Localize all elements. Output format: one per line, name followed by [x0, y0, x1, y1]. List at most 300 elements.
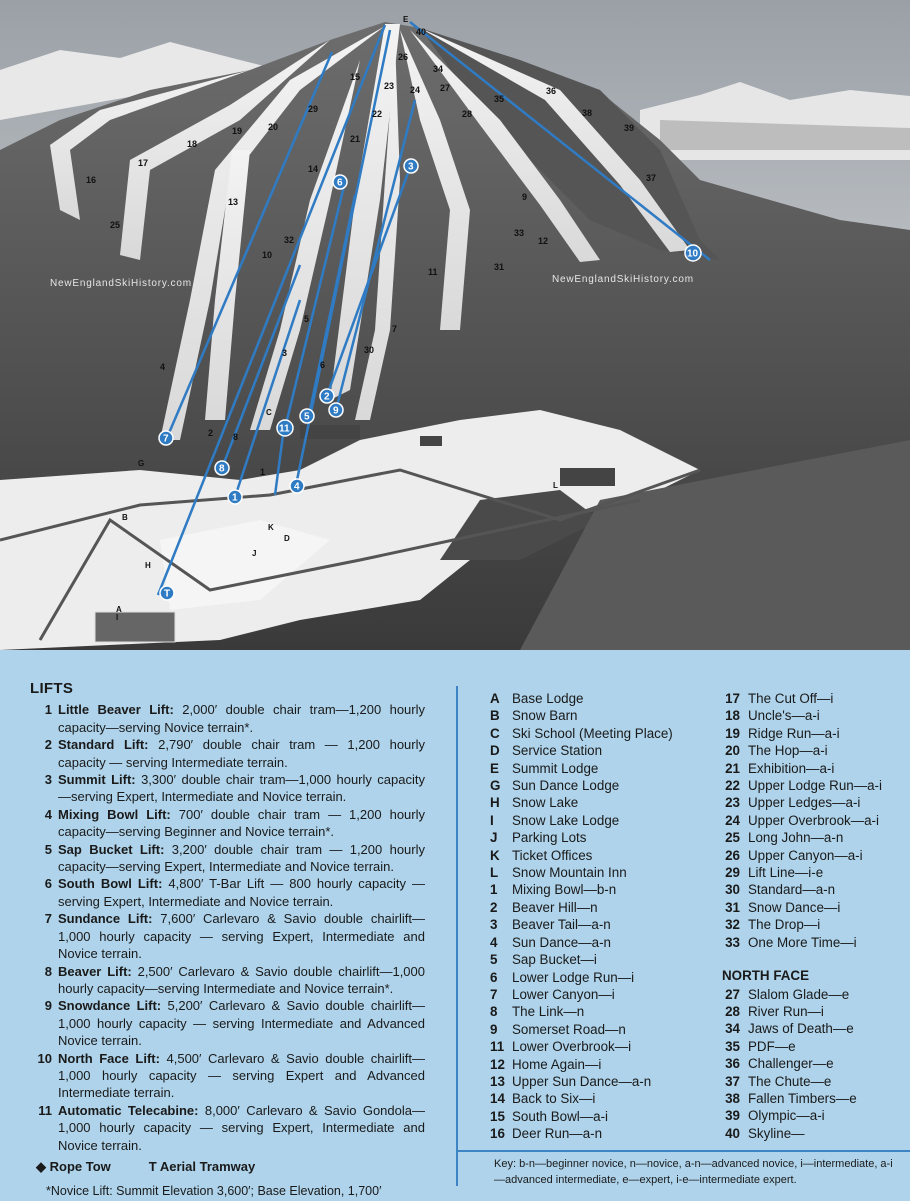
trail-22	[722, 777, 902, 794]
elevation-footnote: *Novice Lift: Summit Elevation 3,600′; Base Elevation, 1,700′	[46, 1184, 382, 1199]
trail-label-13: 13	[228, 197, 239, 207]
svg-text:8: 8	[219, 463, 225, 475]
facility-code: A	[490, 691, 500, 706]
lift-number: 9	[44, 998, 52, 1014]
trail-label-32: 32	[284, 235, 295, 245]
trail-code: 30	[725, 882, 740, 898]
facility-code: G	[490, 778, 501, 794]
trail-label-33: 33	[514, 228, 525, 238]
trail-13	[490, 1073, 700, 1090]
north-face-trail-code: 38	[725, 1090, 740, 1106]
lift-number: 3	[44, 772, 52, 788]
trail-code: 18	[725, 708, 740, 724]
trail-code: 8	[490, 1004, 498, 1020]
trail-code: 9	[490, 1021, 498, 1037]
north-face-trail-name: Slalom Glade—e	[748, 986, 850, 1002]
trail-code: 15	[490, 1108, 505, 1124]
rope-tow-label: Rope Tow	[49, 1158, 111, 1174]
facility-name: Service Station	[512, 743, 603, 759]
lift-description	[58, 736, 425, 771]
facility-name: Ski School (Meeting Place)	[512, 725, 673, 741]
trail-label-8: 8	[233, 432, 239, 442]
trail-code: 3	[490, 917, 498, 933]
trail-label-35: 35	[494, 94, 505, 104]
legend-panel	[0, 650, 910, 1200]
facility-i	[490, 812, 700, 829]
trail-name: Lower Overbrook—i	[512, 1039, 632, 1055]
facility-k	[490, 847, 700, 864]
trail-name: Exhibition—a-i	[748, 760, 835, 776]
lift-entry-3	[30, 771, 425, 806]
north-face-trail-28	[722, 1003, 902, 1020]
lift-description	[58, 963, 425, 998]
trail-name: Sap Bucket—i	[512, 952, 597, 968]
lift-number: 1	[44, 702, 52, 718]
facility-b	[490, 707, 700, 724]
facility-name: Snow Mountain Inn	[512, 865, 627, 881]
trail-31	[722, 899, 902, 916]
trail-name: Ridge Run—a-i	[748, 725, 840, 741]
lift-details: 700′ double chair tram — 1,200 hourly capacity—serving Beginner and Novice terrain*.	[58, 806, 425, 840]
trail-code: 23	[725, 795, 740, 811]
north-face-trail-code: 34	[725, 1021, 740, 1037]
lift-details: 7,600′ Carlevaro & Savio double chairlift—1,000 hourly capacity — serving Expert, Intermediate and Novice terrain.	[58, 911, 425, 962]
lift-name: Sundance Lift:	[58, 911, 153, 927]
lift-description	[58, 806, 425, 841]
lift-number: 4	[44, 806, 52, 822]
trail-code: 22	[725, 778, 740, 794]
trail-name: Long John—a-n	[748, 830, 844, 846]
lift-entry-2	[30, 736, 425, 771]
lift-badge-8	[215, 461, 229, 475]
lift-badge-2	[320, 389, 334, 403]
trail-1	[490, 881, 700, 898]
facility-code: I	[490, 812, 494, 828]
trail-code: 25	[725, 830, 740, 846]
rope-tow-legend	[36, 1158, 111, 1175]
trail-name: Beaver Hill—n	[512, 899, 598, 915]
north-face-trail-name: The Chute—e	[748, 1073, 832, 1089]
trail-label-25: 25	[110, 220, 121, 230]
svg-text:6: 6	[337, 177, 343, 189]
lift-entry-8	[30, 963, 425, 998]
trail-label-29: 29	[308, 104, 319, 114]
north-face-trail-name: Jaws of Death—e	[748, 1021, 854, 1037]
trail-12	[490, 1056, 700, 1073]
trail-name: Mixing Bowl—b-n	[512, 882, 617, 898]
trail-2	[490, 899, 700, 916]
trail-label-36: 36	[546, 86, 557, 96]
lift-badge-11	[277, 420, 293, 436]
lift-description	[58, 701, 425, 736]
lift-number: 11	[38, 1102, 52, 1118]
trail-code: 6	[490, 969, 498, 985]
trail-name: Back to Six—i	[512, 1091, 596, 1107]
trail-name: Upper Lodge Run—a-i	[748, 778, 882, 794]
trail-name: Standard—a-n	[748, 882, 836, 898]
tram-label: Aerial Tramway	[159, 1158, 256, 1174]
facilities-trails-column	[490, 690, 700, 1143]
trail-17	[722, 690, 902, 707]
trail-code: 31	[725, 899, 740, 915]
lift-details: 2,500′ Carlevaro & Savio double chairlift—1,000 hourly capacity—serving Intermediate and Novice terrain*.	[58, 963, 425, 996]
lift-badge-3	[404, 159, 418, 173]
snow-lake-lodge-building	[95, 612, 175, 642]
trail-name: Beaver Tail—a-n	[512, 917, 611, 933]
trail-label-11: 11	[428, 267, 438, 277]
lift-details: 5,200′ Carlevaro & Savio double chairlift—1,000 hourly capacity — serving Intermediate and Advanced Novice terrain.	[58, 998, 425, 1049]
north-face-trail-37	[722, 1073, 902, 1090]
trail-label-31: 31	[494, 262, 505, 272]
lift-name: Little Beaver Lift:	[58, 702, 174, 718]
trail-code: 4	[490, 934, 498, 950]
trail-code: 2	[490, 899, 498, 915]
trail-code: 33	[725, 934, 740, 950]
trail-label-30: 30	[364, 345, 375, 355]
lift-description	[58, 910, 425, 962]
place-label-b: B	[122, 513, 128, 522]
svg-text:4: 4	[294, 481, 300, 493]
north-face-trail-name: Olympic—a-i	[748, 1108, 825, 1124]
trail-name: Deer Run—a-n	[512, 1126, 603, 1142]
lift-badge-5	[300, 409, 314, 423]
trail-label-34: 34	[433, 64, 444, 74]
trail-label-17: 17	[138, 158, 149, 168]
trail-20	[722, 742, 902, 759]
trail-label-24: 24	[410, 85, 421, 95]
trail-32	[722, 916, 902, 933]
trail-label-5: 5	[304, 314, 310, 324]
trail-16	[490, 1125, 700, 1142]
svg-text:T: T	[164, 588, 171, 600]
trails-list-b	[722, 690, 902, 951]
lift-badge-10	[685, 245, 701, 261]
trail-name: Lift Line—i-e	[748, 865, 824, 881]
trail-18	[722, 707, 902, 724]
trail-code: 24	[725, 812, 740, 828]
key-divider	[457, 1150, 910, 1152]
watermark-right: NewEnglandSkiHistory.com	[552, 274, 694, 285]
lift-badge-4	[290, 479, 304, 493]
trail-name: Lower Canyon—i	[512, 986, 615, 1002]
facility-name: Base Lodge	[512, 691, 584, 706]
lift-description	[58, 875, 425, 910]
lift-number: 5	[44, 841, 52, 857]
service-building	[420, 436, 442, 446]
lifts-heading: LIFTS	[30, 680, 74, 697]
trail-23	[722, 794, 902, 811]
trails-northface-column	[722, 690, 902, 1142]
north-face-trail-code: 27	[725, 986, 740, 1002]
trail-code: 5	[490, 952, 498, 968]
facility-name: Snow Lake Lodge	[512, 812, 620, 828]
lift-number: 2	[44, 737, 52, 753]
trail-name: The Drop—i	[748, 917, 821, 933]
lift-description	[58, 841, 425, 876]
trail-code: 11	[490, 1039, 505, 1055]
lift-name: South Bowl Lift:	[58, 876, 163, 892]
trail-code: 26	[725, 847, 740, 863]
trail-name: Upper Ledges—a-i	[748, 795, 861, 811]
lift-details: 8,000′ Carlevaro & Savio Gondola—1,000 hourly capacity — serving Expert, Intermediate and Novice terrain.	[58, 1102, 425, 1153]
trail-name: Uncle's—a-i	[748, 708, 820, 724]
north-face-trail-34	[722, 1020, 902, 1037]
lift-number: 10	[37, 1050, 52, 1066]
place-label-i: I	[116, 613, 119, 622]
svg-text:11: 11	[279, 423, 290, 435]
trail-code: 17	[725, 691, 740, 706]
tram-symbol: T	[148, 1158, 157, 1174]
lift-number: 7	[44, 911, 52, 927]
lift-description	[58, 997, 425, 1049]
facility-g	[490, 777, 700, 794]
north-face-trail-39	[722, 1107, 902, 1124]
trail-26	[722, 847, 902, 864]
difficulty-key: Key: b-n—beginner novice, n—novice, a-n—advanced novice, i—intermediate, a-i—advanced intermediate, e—expert, i-e—intermediate expert.	[494, 1158, 893, 1186]
trail-5	[490, 951, 700, 968]
north-face-trail-code: 28	[725, 1003, 740, 1019]
trail-name: The Cut Off—i	[748, 691, 834, 706]
trail-name: Home Again—i	[512, 1056, 602, 1072]
trail-label-9: 9	[522, 192, 528, 202]
lift-name: Sap Bucket Lift:	[58, 841, 165, 857]
trail-label-12: 12	[538, 236, 549, 246]
trail-label-28: 28	[462, 109, 473, 119]
north-face-trail-name: PDF—e	[748, 1038, 796, 1054]
lift-number: 8	[44, 963, 52, 979]
facility-code: D	[490, 743, 500, 759]
place-label-d: D	[284, 534, 290, 543]
facility-name: Snow Barn	[512, 708, 578, 724]
trail-label-38: 38	[582, 108, 593, 118]
north-face-list	[722, 986, 902, 1143]
watermark-left: NewEnglandSkiHistory.com	[50, 278, 192, 289]
lift-name: Automatic Telecabine:	[58, 1102, 199, 1118]
trail-30	[722, 881, 902, 898]
lift-description	[58, 1050, 425, 1102]
lift-description	[58, 771, 425, 806]
trail-code: 7	[490, 986, 498, 1002]
facility-code: L	[490, 865, 499, 881]
trail-label-20: 20	[268, 122, 279, 132]
place-label-j: J	[252, 549, 257, 558]
lift-details: 3,200′ double chair tram — 1,200 hourly capacity—serving Expert, Intermediate and Novice terrain.	[58, 841, 425, 875]
lift-entry-11	[30, 1102, 425, 1154]
trail-label-40: 40	[416, 27, 427, 37]
north-face-trail-name: Skyline—	[748, 1125, 805, 1141]
lift-badge-9	[329, 403, 343, 417]
north-face-trail-name: Challenger—e	[748, 1056, 834, 1072]
place-label-l: L	[553, 481, 558, 490]
lift-entry-5	[30, 841, 425, 876]
lift-entry-4	[30, 806, 425, 841]
lift-symbols	[30, 1158, 425, 1175]
facility-c	[490, 725, 700, 742]
lift-name: Summit Lift:	[58, 772, 136, 788]
north-face-trail-name: River Run—i	[748, 1003, 824, 1019]
facility-l	[490, 864, 700, 881]
trail-14	[490, 1090, 700, 1107]
trail-11	[490, 1038, 700, 1055]
trail-33	[722, 934, 902, 951]
svg-text:10: 10	[687, 248, 699, 260]
facility-code: B	[490, 708, 500, 724]
trail-name: Somerset Road—n	[512, 1021, 626, 1037]
trail-code: 12	[490, 1056, 505, 1072]
trail-label-22: 22	[372, 109, 383, 119]
trail-label-7: 7	[392, 324, 398, 334]
trail-label-14: 14	[308, 164, 319, 174]
lift-badge-6	[333, 175, 347, 189]
trail-code: 29	[725, 865, 740, 881]
trail-name: Upper Overbrook—a-i	[748, 812, 879, 828]
north-face-trail-40	[722, 1125, 902, 1142]
lift-name: Standard Lift:	[58, 737, 149, 753]
facility-e	[490, 760, 700, 777]
trail-label-6: 6	[320, 360, 326, 370]
facility-d	[490, 742, 700, 759]
lift-details: 3,300′ double chair tram—1,000 hourly capacity—serving Expert, Intermediate and Novice terrain.	[58, 772, 426, 805]
facility-h	[490, 794, 700, 811]
facility-name: Sun Dance Lodge	[512, 778, 620, 794]
trail-label-19: 19	[232, 126, 243, 136]
north-face-trail-36	[722, 1055, 902, 1072]
trail-label-4: 4	[160, 362, 166, 372]
north-face-trail-code: 37	[725, 1073, 740, 1089]
lift-details: 4,500′ Carlevaro & Savio double chairlift—1,000 hourly capacity — serving Expert and Advanced Intermediate terrain.	[58, 1050, 425, 1101]
lifts-column	[30, 680, 425, 1201]
trail-19	[722, 725, 902, 742]
trail-24	[722, 812, 902, 829]
lift-name: Snowdance Lift:	[58, 998, 162, 1014]
north-face-heading: NORTH FACE	[722, 968, 810, 984]
north-face-trail-name: Fallen Timbers—e	[748, 1090, 857, 1106]
trail-label-2: 2	[208, 428, 214, 438]
trail-7	[490, 986, 700, 1003]
north-face-trail-35	[722, 1038, 902, 1055]
trail-9	[490, 1021, 700, 1038]
trail-label-23: 23	[384, 81, 395, 91]
trail-code: 32	[725, 917, 740, 933]
trail-label-15: 15	[350, 72, 361, 82]
trail-label-3: 3	[282, 348, 288, 358]
lift-name: Mixing Bowl Lift:	[58, 806, 171, 822]
place-label-g: G	[138, 459, 145, 468]
svg-text:3: 3	[408, 161, 414, 173]
trail-name: The Link—n	[512, 1004, 585, 1020]
trail-25	[722, 829, 902, 846]
lift-badge-7	[159, 431, 173, 445]
lift-badge-tram	[160, 586, 174, 600]
facility-code: C	[490, 725, 500, 741]
trail-code: 20	[725, 743, 740, 759]
place-label-a: A	[116, 605, 122, 614]
trail-name: Lower Lodge Run—i	[512, 969, 635, 985]
facility-code: J	[490, 830, 498, 846]
lift-details: 2,000′ double chair tram—1,200 hourly capacity—serving Novice terrain*.	[58, 702, 425, 735]
lift-entry-9	[30, 997, 425, 1049]
facility-name: Parking Lots	[512, 830, 587, 846]
diamond-icon: ◆	[36, 1158, 46, 1174]
lift-name: Beaver Lift:	[58, 963, 132, 979]
snow-mountain-inn-building	[560, 468, 615, 486]
trail-code: 1	[490, 882, 498, 898]
svg-text:5: 5	[304, 411, 310, 423]
svg-text:2: 2	[324, 391, 330, 403]
facility-j	[490, 829, 700, 846]
north-face-trail-code: 35	[725, 1038, 740, 1054]
facilities-list	[490, 690, 700, 881]
trail-3	[490, 916, 700, 933]
facility-name: Summit Lodge	[512, 760, 599, 776]
svg-text:7: 7	[163, 433, 169, 445]
trail-6	[490, 969, 700, 986]
trail-29	[722, 864, 902, 881]
lift-entry-7	[30, 910, 425, 962]
trails-list-a	[490, 881, 700, 1142]
trail-15	[490, 1108, 700, 1125]
trail-label-26: 26	[398, 52, 409, 62]
trail-name: Snow Dance—i	[748, 899, 841, 915]
svg-text:1: 1	[232, 492, 238, 504]
svg-text:9: 9	[333, 405, 339, 417]
place-label-e: E	[403, 15, 409, 24]
trail-name: Upper Sun Dance—a-n	[512, 1073, 652, 1089]
lift-badge-1	[228, 490, 242, 504]
trail-8	[490, 1003, 700, 1020]
trail-label-37: 37	[646, 173, 657, 183]
place-label-k: K	[268, 523, 274, 532]
trail-label-16: 16	[86, 175, 97, 185]
north-face-trail-38	[722, 1090, 902, 1107]
trail-code: 13	[490, 1073, 505, 1089]
trail-code: 19	[725, 725, 740, 741]
place-label-h: H	[145, 561, 151, 570]
north-face-trail-27	[722, 986, 902, 1003]
tram-legend	[149, 1158, 255, 1175]
trail-name: Sun Dance—a-n	[512, 934, 611, 950]
place-label-c: C	[266, 408, 272, 417]
lift-description	[58, 1102, 425, 1154]
lift-name: North Face Lift:	[58, 1050, 160, 1066]
north-face-trail-code: 40	[725, 1125, 740, 1141]
facility-code: H	[490, 795, 500, 811]
lift-details: 4,800′ T-Bar Lift — 800 hourly capacity — serving Expert, Intermediate and Novice terrain.	[58, 876, 425, 909]
facility-code: K	[490, 847, 500, 863]
trail-4	[490, 934, 700, 951]
north-face-trail-code: 36	[725, 1056, 740, 1072]
lift-entry-6	[30, 875, 425, 910]
trail-code: 21	[725, 760, 740, 776]
lifts-list	[30, 701, 425, 1154]
facility-a	[490, 690, 700, 707]
lift-entry-10	[30, 1050, 425, 1102]
trail-name: One More Time—i	[748, 934, 857, 950]
trail-code: 14	[490, 1091, 505, 1107]
facility-name: Snow Lake	[512, 795, 579, 811]
trail-name: South Bowl—a-i	[512, 1108, 609, 1124]
lift-number: 6	[44, 876, 52, 892]
trail-label-39: 39	[624, 123, 635, 133]
facility-name: Ticket Offices	[512, 847, 593, 863]
trail-label-18: 18	[187, 139, 198, 149]
trail-label-21: 21	[350, 134, 361, 144]
trail-code: 16	[490, 1126, 505, 1142]
lift-details: 2,790′ double chair tram — 1,200 hourly capacity — serving Intermediate terrain.	[58, 737, 425, 770]
trail-name: Upper Canyon—a-i	[748, 847, 863, 863]
trail-label-10: 10	[262, 250, 273, 260]
north-face-trail-code: 39	[725, 1108, 740, 1124]
